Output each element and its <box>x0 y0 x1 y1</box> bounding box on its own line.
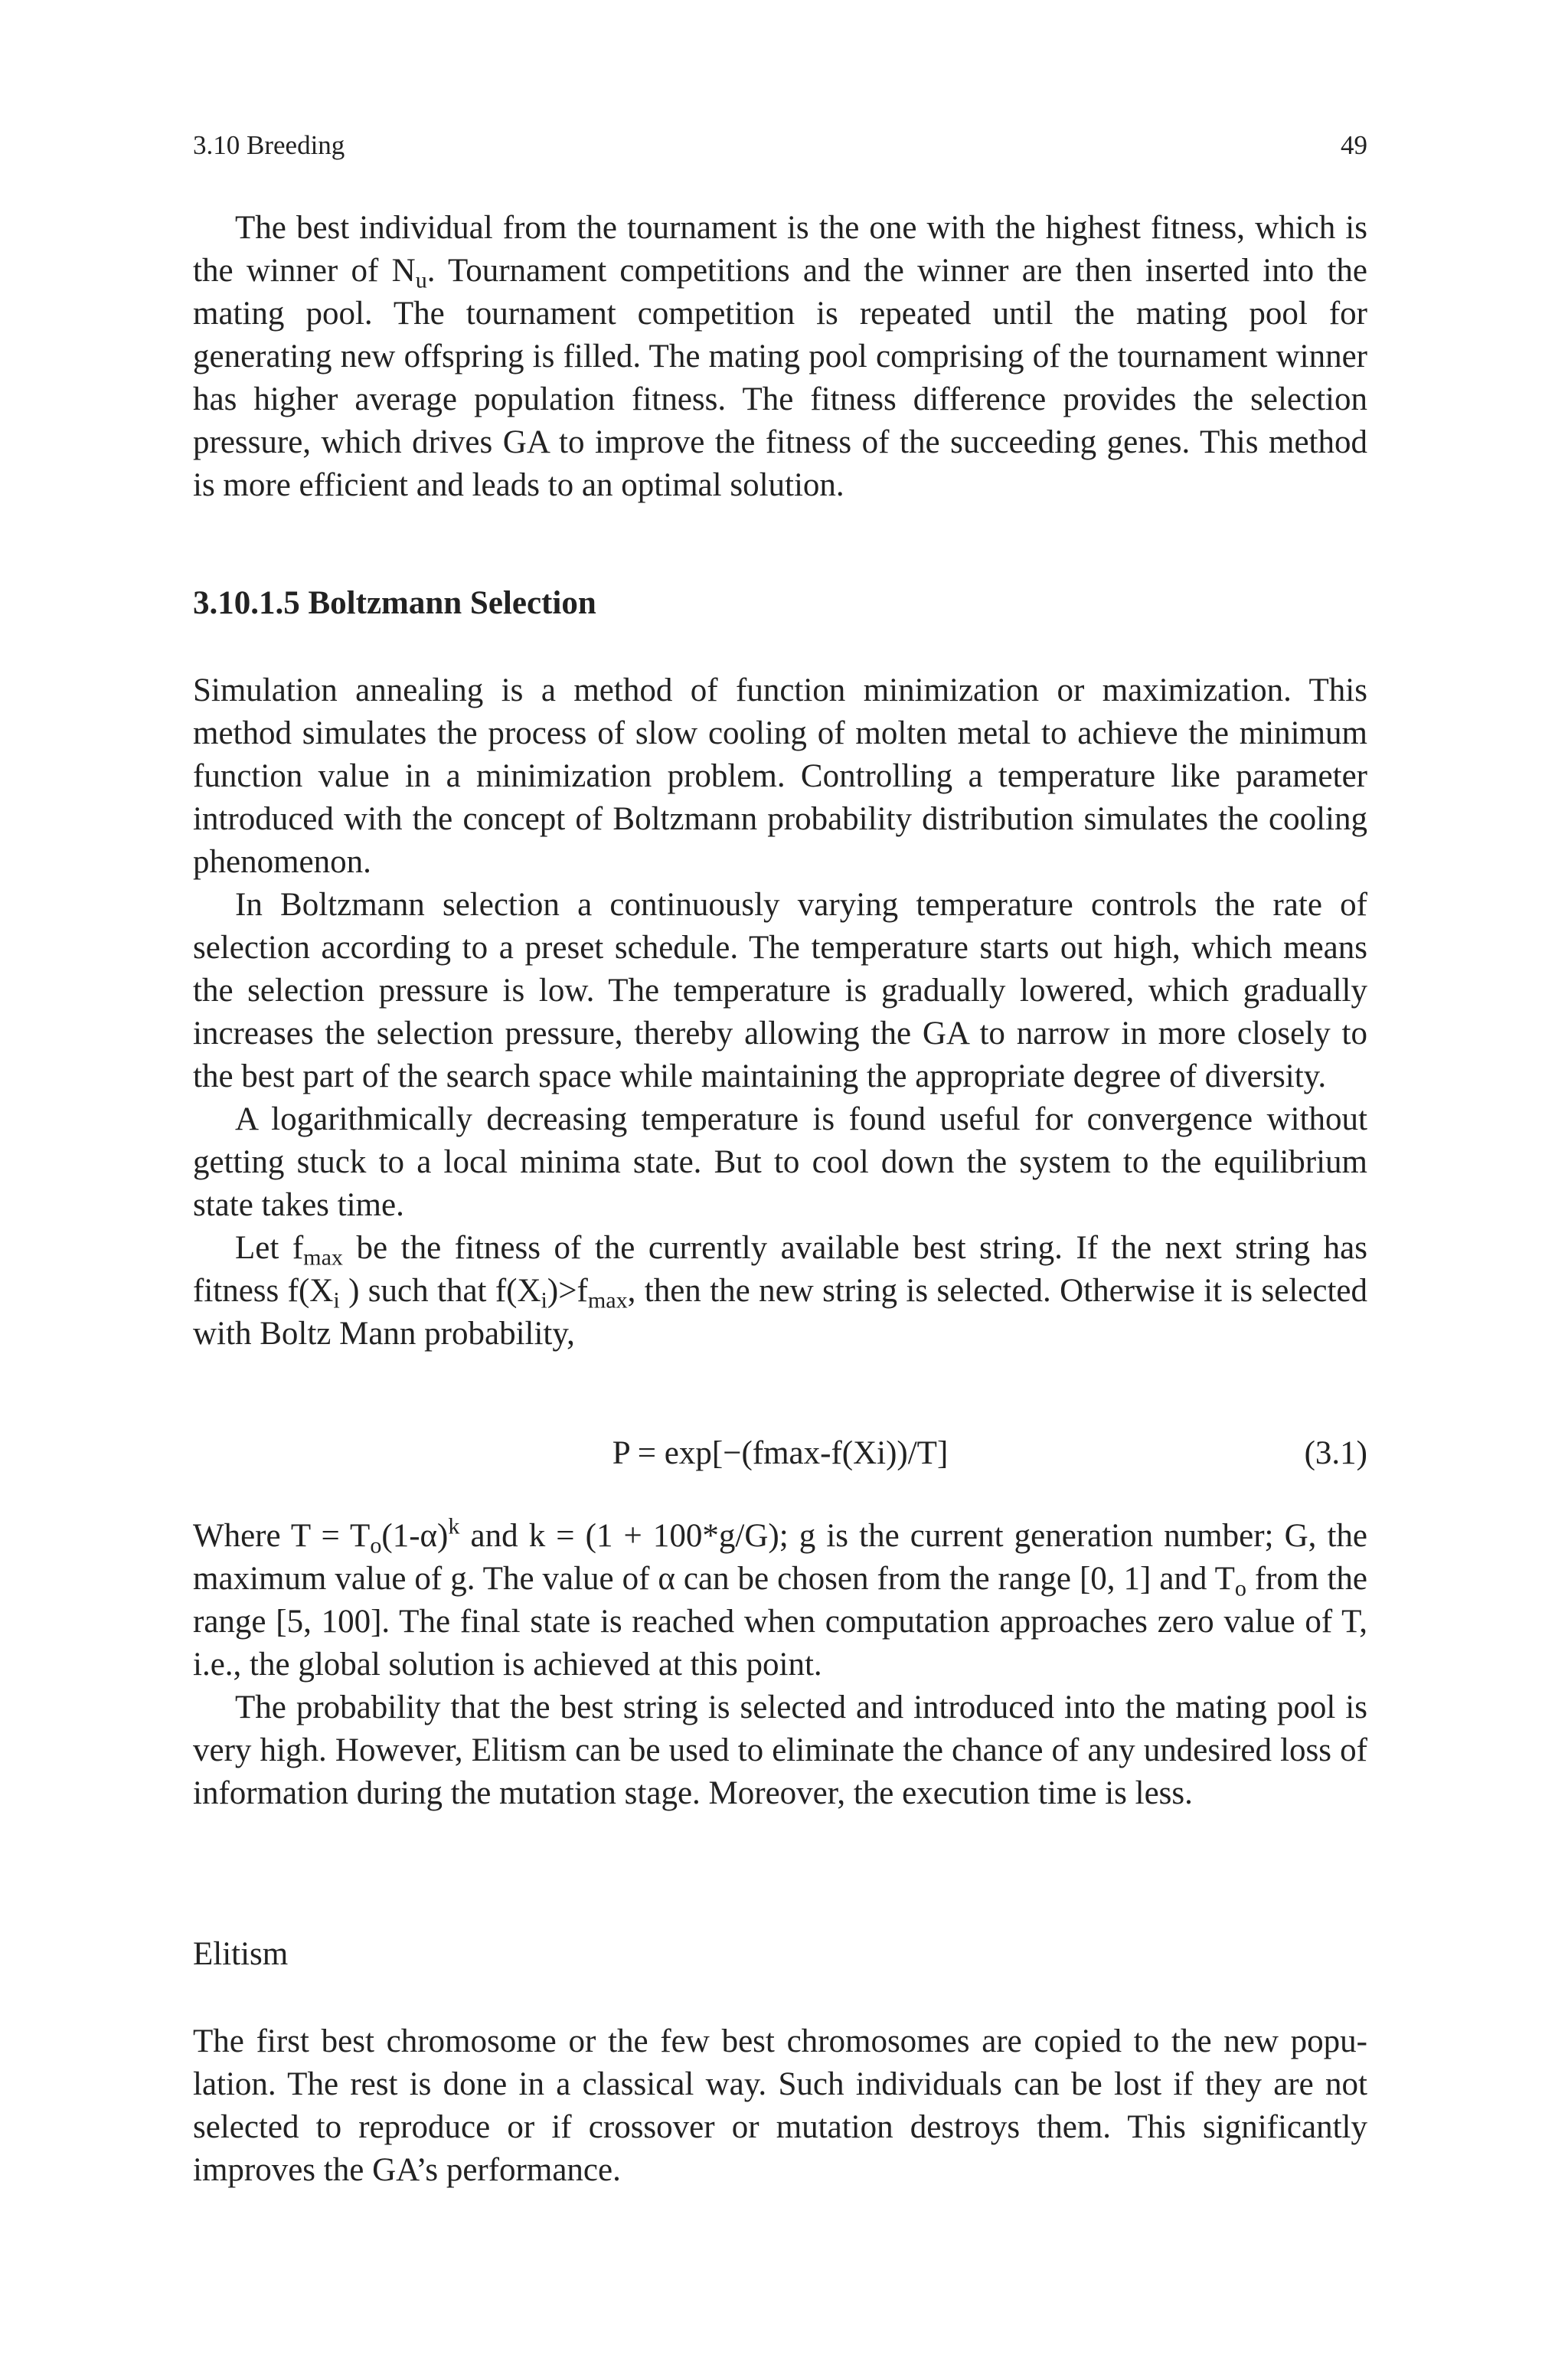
subscript: o <box>370 1532 382 1558</box>
paragraph-text: The best individual from the tournament is the one with the highest fitness, which is the winner of N <box>193 210 1367 289</box>
elitism-heading: Elitism <box>193 1936 289 1972</box>
paragraph-probability: The probability that the best string is selected and introduced into the mating pool is very high. However, Elitism can be used to eliminate the chance of any undesired loss of information during the mutation stage. Moreover, the execution time is less. <box>193 1689 1367 1811</box>
subscript: o <box>1234 1575 1246 1601</box>
paragraph-elitism: The first best chromosome or the few best chromosomes are copied to the new population. The rest is done in a classical way. Such individuals can be lost if they are not selected to reproduce or if crossover or mutation destroys them. This significantly improves the GA’s performance. <box>193 2023 1367 2188</box>
paragraph-text: . Tournament competitions and the winner are then inserted into the mating pool. The tournament competition is repeated until the mating pool for generating new offspring is filled. The mating pool comprising of the tournament winner has higher average population fitness. The fitness difference provides the selection pressure, which drives GA to improve the fitness of the succeeding genes. This method is more efficient and leads to an optimal solution. <box>193 253 1367 503</box>
paragraph-text: )>f <box>547 1273 588 1309</box>
section-heading: 3.10.1.5 Boltzmann Selection <box>193 585 596 621</box>
equation-number: (3.1) <box>1304 1435 1367 1471</box>
paragraph-tournament <box>193 207 1367 507</box>
page-number: 49 <box>1341 130 1367 160</box>
paragraph-logarithmic-temperature: A logarithmically decreasing temperature is found useful for convergence without getting stuck to a local minima state. But to cool down the system to the equilibrium state takes time. <box>193 1101 1367 1223</box>
paragraph-text: Where T = T <box>193 1518 371 1554</box>
paragraph-text: , then the new string is selected. Otherwise it is selected with Boltz Mann probability, <box>193 1273 1367 1352</box>
paragraph-text: ) such that f(X <box>339 1273 541 1309</box>
superscript: k <box>448 1513 460 1539</box>
text-block-tournament <box>193 207 1367 507</box>
running-head <box>193 127 1367 164</box>
text-block-boltzmann <box>193 669 1367 1356</box>
equation-3-1 <box>193 1432 1367 1475</box>
subscript: u <box>415 267 427 293</box>
paragraph-boltzmann-selection: In Boltzmann selection a continuously varying temperature controls the rate of selection according to a preset schedule. The temperature starts out high, which means the selection pressure is low. The temperature is gradually lowered, which gradually increases the selection pressure, thereby allowing the GA to narrow in more closely to the best part of the search space while maintaining the appropriate degree of diversity. <box>193 887 1367 1094</box>
paragraph-text: be the fitness of the currently available best string. If the next string has fitness f(X <box>193 1230 1367 1309</box>
subscript: i <box>333 1287 340 1313</box>
subscript: max <box>587 1287 628 1313</box>
subscript: i <box>541 1287 547 1313</box>
running-head-section: 3.10 Breeding <box>193 130 345 160</box>
paragraph-fmax <box>193 1227 1367 1356</box>
paragraph-simulation-annealing: Simulation annealing is a method of function minimization or maximization. This method simulates the process of slow cooling of molten metal to achieve the minimum function value in a minimization problem. Controlling a temperature like parameter introduced with the concept of Boltzmann probability distribution simulates the cooling phenomenon. <box>193 672 1367 880</box>
paragraph-text: (1-α) <box>381 1518 449 1554</box>
text-block-where <box>193 1515 1367 1815</box>
text-block-elitism <box>193 2020 1367 2192</box>
paragraph-text: Let f <box>235 1230 304 1266</box>
equation-expression: P = exp[−(fmax-f(Xi))/T] <box>612 1435 949 1471</box>
paragraph-where <box>193 1515 1367 1686</box>
paragraph-text: and k = (1 + 100*g/G); g is the current generation number; G, the maximum value of g. The value of α can be chosen from the range [0, 1] and T <box>193 1518 1368 1597</box>
paragraph-text: from the range [5, 100]. The final state is reached when computation approaches zero value of T, i.e., the global solution is achieved at this point. <box>193 1561 1367 1683</box>
subscript: max <box>303 1244 343 1271</box>
